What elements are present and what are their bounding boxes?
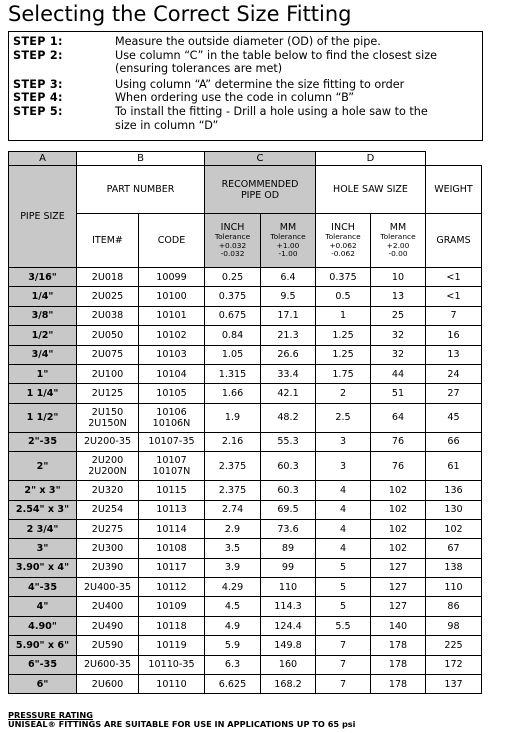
od-inch-cell: 0.375 — [205, 287, 261, 306]
saw-inch-cell: 0.5 — [316, 287, 371, 306]
code-cell: 10110-35 — [139, 655, 205, 674]
saw-mm-cell: 32 — [371, 345, 426, 364]
table-row — [9, 519, 482, 538]
grams-cell: 102 — [426, 519, 482, 538]
grams-cell: 24 — [426, 364, 482, 383]
instructions-box — [8, 31, 483, 141]
od-inch-cell: 0.84 — [205, 326, 261, 345]
od-mm-cell: 26.6 — [261, 345, 316, 364]
od-inch-cell: 1.05 — [205, 345, 261, 364]
saw-mm-cell: 13 — [371, 287, 426, 306]
saw-inch-cell: 1 — [316, 306, 371, 325]
saw-inch-cell: 1.25 — [316, 345, 371, 364]
item-cell: 2U600 — [77, 675, 139, 694]
od-inch-cell: 4.29 — [205, 578, 261, 597]
footer-text: UNISEAL® FITTINGS ARE SUITABLE FOR USE IN APPLICATIONS UP TO 65 psi — [8, 719, 356, 729]
item-cell: 2U150 2U150N — [77, 403, 139, 432]
od-inch-cell: 2.375 — [205, 481, 261, 500]
pipe-size-cell: 2 3/4" — [9, 519, 77, 538]
od-mm-cell: 9.5 — [261, 287, 316, 306]
saw-inch-cell: 7 — [316, 655, 371, 674]
grams-cell: 27 — [426, 384, 482, 403]
od-mm-cell: 60.3 — [261, 481, 316, 500]
od-mm-cell: 149.8 — [261, 636, 316, 655]
group-b: B — [77, 152, 205, 166]
pipe-size-cell: 4"-35 — [9, 578, 77, 597]
step-text: To install the fitting - Drill a hole using a hole saw to the size in column “D” — [115, 104, 428, 132]
od-mm-cell: 6.4 — [261, 268, 316, 287]
header-recommended-od: RECOMMENDED PIPE OD — [205, 166, 316, 214]
pipe-size-cell: 5.90" x 6" — [9, 636, 77, 655]
item-cell: 2U018 — [77, 268, 139, 287]
footer-heading: PRESSURE RATING — [8, 710, 93, 720]
grams-cell: 66 — [426, 432, 482, 451]
saw-inch-cell: 4 — [316, 481, 371, 500]
pipe-size-cell: 2.54" x 3" — [9, 500, 77, 519]
step-label: STEP 5: — [13, 104, 63, 118]
step-text: Use column “C” in the table below to find the closest size (ensuring tolerances are met) — [115, 48, 437, 76]
saw-inch-cell: 4 — [316, 500, 371, 519]
saw-inch-cell: 7 — [316, 675, 371, 694]
od-mm-cell: 69.5 — [261, 500, 316, 519]
grams-cell: 225 — [426, 636, 482, 655]
header-part-number: PART NUMBER — [77, 166, 205, 214]
od-mm-cell: 55.3 — [261, 432, 316, 451]
saw-inch-cell: 2.5 — [316, 403, 371, 432]
table-row — [9, 597, 482, 616]
table-row — [9, 452, 482, 481]
od-inch-cell: 3.9 — [205, 558, 261, 577]
item-cell: 2U038 — [77, 306, 139, 325]
code-cell: 10109 — [139, 597, 205, 616]
code-cell: 10100 — [139, 287, 205, 306]
od-mm-cell: 124.4 — [261, 616, 316, 635]
grams-cell: 136 — [426, 481, 482, 500]
od-inch-cell: 2.74 — [205, 500, 261, 519]
pipe-size-cell: 6" — [9, 675, 77, 694]
step-text: When ordering use the code in column “B” — [115, 91, 354, 105]
code-cell: 10107-35 — [139, 432, 205, 451]
od-mm-cell: 48.2 — [261, 403, 316, 432]
table-row — [9, 403, 482, 432]
od-mm-cell: 73.6 — [261, 519, 316, 538]
step-label: STEP 4: — [13, 91, 63, 105]
table-row — [9, 616, 482, 635]
header-row-2 — [9, 214, 482, 268]
saw-inch-cell: 5 — [316, 597, 371, 616]
header-hole-saw-size: HOLE SAW SIZE — [316, 166, 426, 214]
od-inch-cell: 1.315 — [205, 364, 261, 383]
saw-mm-cell: 102 — [371, 481, 426, 500]
od-mm-cell: 60.3 — [261, 452, 316, 481]
code-cell: 10104 — [139, 364, 205, 383]
pipe-size-cell: 1/4" — [9, 287, 77, 306]
header-grams: GRAMS — [426, 214, 482, 268]
saw-inch-cell: 2 — [316, 384, 371, 403]
pipe-size-cell: 3" — [9, 539, 77, 558]
grams-cell: 130 — [426, 500, 482, 519]
header-item: ITEM# — [77, 214, 139, 268]
od-inch-cell: 6.625 — [205, 675, 261, 694]
table-row — [9, 287, 482, 306]
pipe-size-cell: 4.90" — [9, 616, 77, 635]
item-cell: 2U254 — [77, 500, 139, 519]
saw-mm-cell: 32 — [371, 326, 426, 345]
code-cell: 10115 — [139, 481, 205, 500]
grams-cell: 172 — [426, 655, 482, 674]
saw-mm-cell: 127 — [371, 597, 426, 616]
od-inch-cell: 0.675 — [205, 306, 261, 325]
grams-cell: 67 — [426, 539, 482, 558]
grams-cell: <1 — [426, 268, 482, 287]
saw-mm-cell: 127 — [371, 578, 426, 597]
od-mm-cell: 114.3 — [261, 597, 316, 616]
item-cell: 2U025 — [77, 287, 139, 306]
step-label: STEP 3: — [13, 77, 63, 91]
pipe-size-cell: 1/2" — [9, 326, 77, 345]
grams-cell: 138 — [426, 558, 482, 577]
header-code: CODE — [139, 214, 205, 268]
od-inch-cell: 3.5 — [205, 539, 261, 558]
code-cell: 10113 — [139, 500, 205, 519]
saw-inch-cell: 7 — [316, 636, 371, 655]
saw-mm-cell: 178 — [371, 675, 426, 694]
saw-mm-cell: 10 — [371, 268, 426, 287]
code-cell: 10103 — [139, 345, 205, 364]
od-inch-cell: 2.9 — [205, 519, 261, 538]
grams-cell: 16 — [426, 326, 482, 345]
table-row — [9, 432, 482, 451]
saw-inch-cell: 0.375 — [316, 268, 371, 287]
saw-mm-cell: 127 — [371, 558, 426, 577]
od-mm-cell: 21.3 — [261, 326, 316, 345]
od-inch-cell: 1.66 — [205, 384, 261, 403]
header-od-inch: INCH Tolerance +0.032 -0.032 — [205, 214, 261, 268]
table-row — [9, 326, 482, 345]
od-inch-cell: 0.25 — [205, 268, 261, 287]
code-cell: 10101 — [139, 306, 205, 325]
od-mm-cell: 110 — [261, 578, 316, 597]
pipe-size-cell: 3/4" — [9, 345, 77, 364]
step-text: Using column “A” determine the size fitting to order — [115, 77, 405, 91]
item-cell: 2U100 — [77, 364, 139, 383]
saw-mm-cell: 44 — [371, 364, 426, 383]
code-cell: 10119 — [139, 636, 205, 655]
saw-inch-cell: 5 — [316, 578, 371, 597]
od-mm-cell: 42.1 — [261, 384, 316, 403]
saw-mm-cell: 178 — [371, 636, 426, 655]
grams-cell: 45 — [426, 403, 482, 432]
saw-mm-cell: 102 — [371, 539, 426, 558]
step-1 — [13, 35, 482, 49]
item-cell: 2U390 — [77, 558, 139, 577]
code-cell: 10099 — [139, 268, 205, 287]
table-row — [9, 268, 482, 287]
saw-mm-cell: 25 — [371, 306, 426, 325]
header-saw-inch: INCH Tolerance +0.062 -0.062 — [316, 214, 371, 268]
table-row — [9, 539, 482, 558]
table-row — [9, 558, 482, 577]
code-cell: 10112 — [139, 578, 205, 597]
table-row — [9, 675, 482, 694]
pipe-size-cell: 3/8" — [9, 306, 77, 325]
item-cell: 2U275 — [77, 519, 139, 538]
od-mm-cell: 17.1 — [261, 306, 316, 325]
header-saw-mm: MM Tolerance +2.00 -0.00 — [371, 214, 426, 268]
item-cell: 2U320 — [77, 481, 139, 500]
code-cell: 10107 10107N — [139, 452, 205, 481]
group-empty — [426, 152, 482, 166]
pipe-size-cell: 1 1/2" — [9, 403, 77, 432]
od-inch-cell: 2.16 — [205, 432, 261, 451]
pipe-size-cell: 6"-35 — [9, 655, 77, 674]
pipe-size-cell: 2"-35 — [9, 432, 77, 451]
table-row — [9, 306, 482, 325]
od-inch-cell: 6.3 — [205, 655, 261, 674]
size-table — [8, 151, 482, 694]
header-weight: WEIGHT — [426, 166, 482, 214]
code-cell: 10106 10106N — [139, 403, 205, 432]
saw-inch-cell: 4 — [316, 519, 371, 538]
table-row — [9, 345, 482, 364]
grams-cell: 110 — [426, 578, 482, 597]
item-cell: 2U400 — [77, 597, 139, 616]
item-cell: 2U075 — [77, 345, 139, 364]
table-row — [9, 500, 482, 519]
od-inch-cell: 4.5 — [205, 597, 261, 616]
pipe-size-cell: 3.90" x 4" — [9, 558, 77, 577]
grams-cell: 61 — [426, 452, 482, 481]
saw-mm-cell: 178 — [371, 655, 426, 674]
saw-inch-cell: 5 — [316, 558, 371, 577]
saw-mm-cell: 102 — [371, 519, 426, 538]
od-mm-cell: 160 — [261, 655, 316, 674]
pipe-size-cell: 2" — [9, 452, 77, 481]
grams-cell: 7 — [426, 306, 482, 325]
item-cell: 2U490 — [77, 616, 139, 635]
table-row — [9, 481, 482, 500]
grams-cell: 86 — [426, 597, 482, 616]
saw-inch-cell: 5.5 — [316, 616, 371, 635]
code-cell: 10102 — [139, 326, 205, 345]
step-2 — [13, 49, 482, 76]
header-pipe-size: PIPE SIZE — [9, 166, 77, 268]
pipe-size-cell: 1 1/4" — [9, 384, 77, 403]
header-row-1 — [9, 166, 482, 214]
od-inch-cell: 5.9 — [205, 636, 261, 655]
code-cell: 10108 — [139, 539, 205, 558]
saw-inch-cell: 1.25 — [316, 326, 371, 345]
saw-mm-cell: 76 — [371, 432, 426, 451]
od-inch-cell: 4.9 — [205, 616, 261, 635]
page-title: Selecting the Correct Size Fitting — [8, 2, 352, 26]
step-5 — [13, 105, 482, 132]
saw-mm-cell: 64 — [371, 403, 426, 432]
code-cell: 10114 — [139, 519, 205, 538]
step-label: STEP 2: — [13, 48, 63, 62]
code-cell: 10105 — [139, 384, 205, 403]
item-cell: 2U590 — [77, 636, 139, 655]
pipe-size-cell: 3/16" — [9, 268, 77, 287]
item-cell: 2U200 2U200N — [77, 452, 139, 481]
od-inch-cell: 1.9 — [205, 403, 261, 432]
step-3 — [13, 78, 482, 92]
step-text: Measure the outside diameter (OD) of the pipe. — [115, 35, 381, 48]
grams-cell: <1 — [426, 287, 482, 306]
item-cell: 2U600-35 — [77, 655, 139, 674]
table-row — [9, 636, 482, 655]
item-cell: 2U050 — [77, 326, 139, 345]
od-mm-cell: 33.4 — [261, 364, 316, 383]
code-cell: 10110 — [139, 675, 205, 694]
table-row — [9, 364, 482, 383]
table-row — [9, 655, 482, 674]
grams-cell: 13 — [426, 345, 482, 364]
saw-mm-cell: 102 — [371, 500, 426, 519]
item-cell: 2U200-35 — [77, 432, 139, 451]
code-cell: 10118 — [139, 616, 205, 635]
item-cell: 2U300 — [77, 539, 139, 558]
od-mm-cell: 99 — [261, 558, 316, 577]
step-label: STEP 1: — [13, 35, 63, 48]
header-od-mm: MM Tolerance +1.00 -1.00 — [261, 214, 316, 268]
code-cell: 10117 — [139, 558, 205, 577]
od-mm-cell: 168.2 — [261, 675, 316, 694]
pipe-size-cell: 2" x 3" — [9, 481, 77, 500]
saw-mm-cell: 140 — [371, 616, 426, 635]
item-cell: 2U125 — [77, 384, 139, 403]
table-row — [9, 384, 482, 403]
saw-inch-cell: 3 — [316, 452, 371, 481]
od-mm-cell: 89 — [261, 539, 316, 558]
column-group-header-row — [9, 152, 482, 166]
saw-inch-cell: 1.75 — [316, 364, 371, 383]
table-row — [9, 578, 482, 597]
item-cell: 2U400-35 — [77, 578, 139, 597]
group-a: A — [9, 152, 77, 166]
pipe-size-cell: 1" — [9, 364, 77, 383]
footer-note — [8, 711, 355, 729]
saw-inch-cell: 4 — [316, 539, 371, 558]
saw-inch-cell: 3 — [316, 432, 371, 451]
od-inch-cell: 2.375 — [205, 452, 261, 481]
group-d: D — [316, 152, 426, 166]
step-4 — [13, 91, 482, 105]
group-c: C — [205, 152, 316, 166]
saw-mm-cell: 76 — [371, 452, 426, 481]
saw-mm-cell: 51 — [371, 384, 426, 403]
grams-cell: 98 — [426, 616, 482, 635]
pipe-size-cell: 4" — [9, 597, 77, 616]
grams-cell: 137 — [426, 675, 482, 694]
